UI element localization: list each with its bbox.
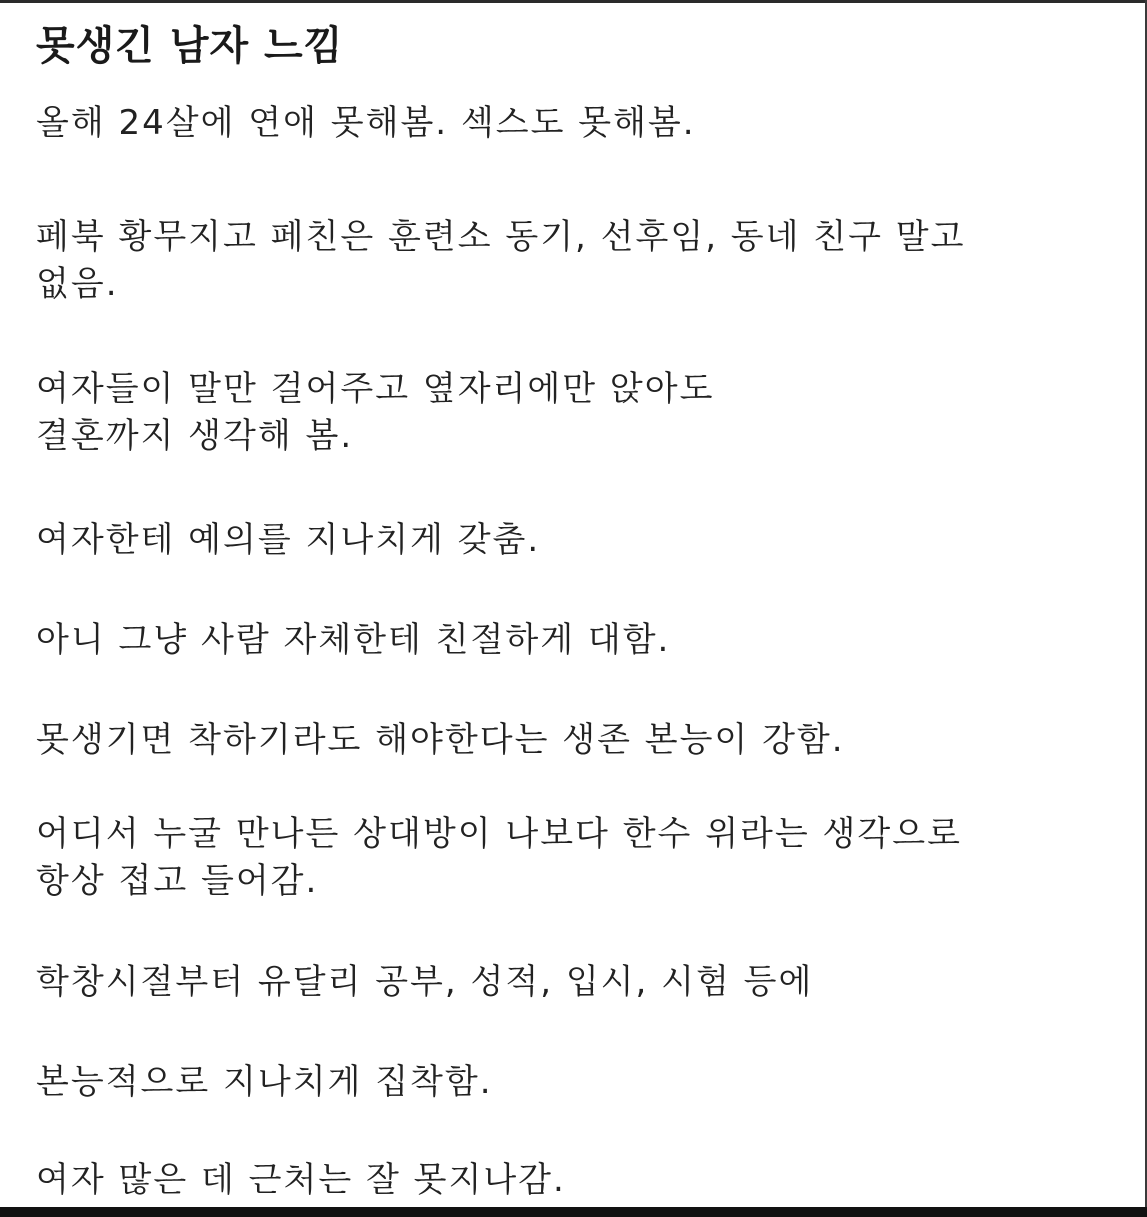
paragraph-line: 못생기면 착하기라도 해야한다는 생존 본능이 강함.: [36, 720, 845, 760]
paragraph-line: 여자들이 말만 걸어주고 옆자리에만 앉아도: [36, 369, 715, 409]
paragraph-line: 결혼까지 생각해 봄.: [36, 416, 354, 456]
paragraph-line: 페북 황무지고 페친은 훈련소 동기, 선후임, 동네 친구 말고: [36, 217, 966, 257]
post-body: [36, 14, 1106, 1200]
paragraph-1: [36, 100, 696, 147]
paragraph-9: [36, 1059, 493, 1106]
paragraph-6: [36, 717, 845, 764]
paragraph-line: 여자한테 예의를 지나치게 갖춤.: [36, 520, 541, 560]
paragraph-line: 본능적으로 지나치게 집착함.: [36, 1062, 493, 1102]
paragraph-10: [36, 1157, 566, 1204]
paragraph-2: [36, 214, 966, 308]
post-title: 못생긴 남자 느낌: [36, 23, 344, 69]
paragraph-line: 없음.: [36, 264, 119, 304]
paragraph-line: 올해 24살에 연애 못해봄. 섹스도 못해봄.: [36, 103, 696, 143]
paragraph-3: [36, 366, 714, 460]
paragraph-line: 학창시절부터 유달리 공부, 성적, 입시, 시험 등에: [36, 962, 814, 1002]
paragraph-line: 여자 많은 데 근처는 잘 못지나감.: [36, 1160, 566, 1200]
paragraph-5: [36, 617, 670, 664]
paragraph-line: 어디서 누굴 만나든 상대방이 나보다 한수 위라는 생각으로: [36, 814, 962, 854]
paragraph-4: [36, 517, 540, 564]
top-border: [0, 0, 1147, 3]
bottom-border: [0, 1207, 1147, 1217]
paragraph-line: 항상 접고 들어감.: [36, 861, 319, 901]
paragraph-line: 아니 그냥 사람 자체한테 친절하게 대함.: [36, 620, 671, 660]
paragraph-7: [36, 811, 962, 905]
paragraph-8: [36, 959, 813, 1006]
